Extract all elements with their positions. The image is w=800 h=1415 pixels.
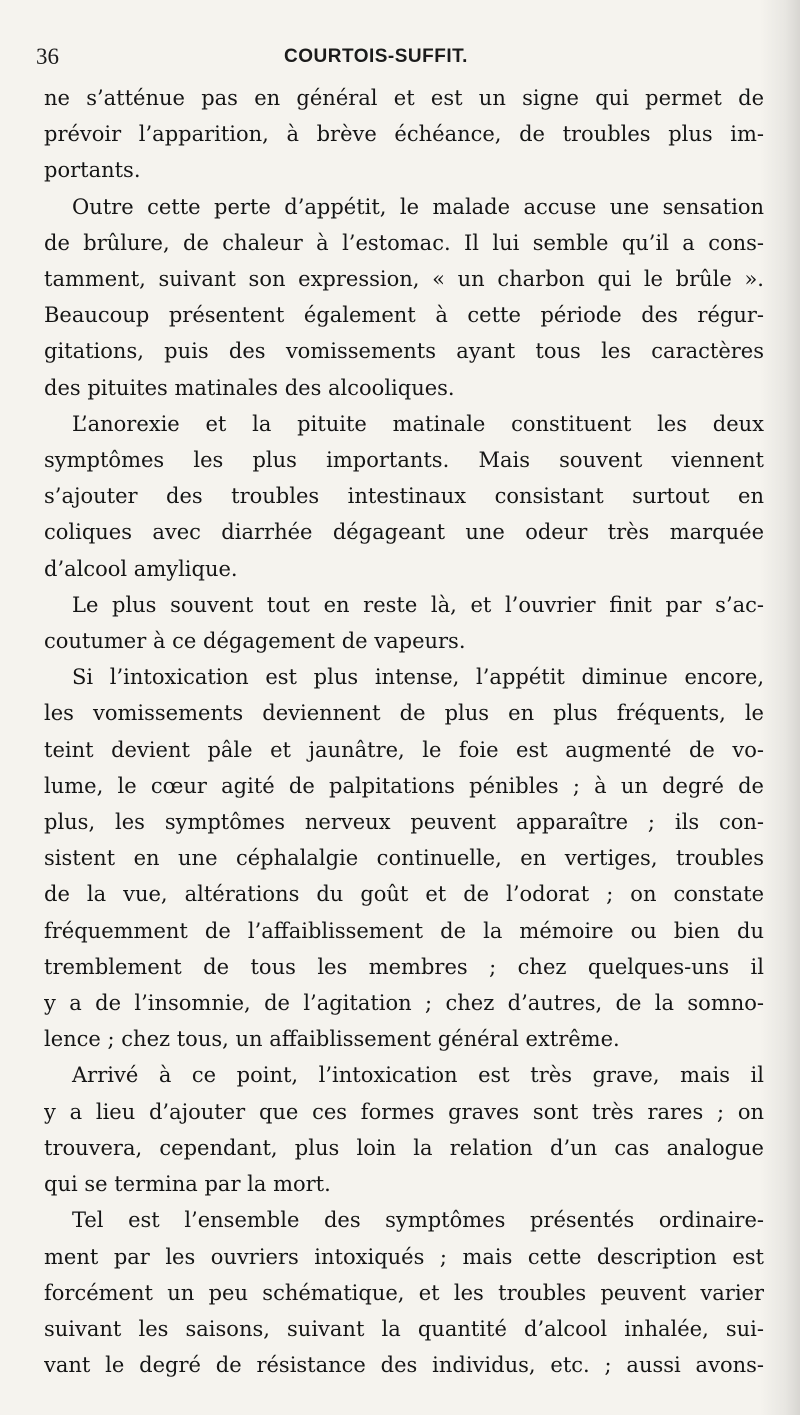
text-line: suivant les saisons, suivant la quantité d’alcool inhalée, sui-: [44, 1316, 764, 1341]
text-line: les vomissements deviennent de plus en plus fréquents, le: [44, 701, 764, 726]
running-head: COURTOIS-SUFFIT.: [284, 46, 468, 67]
text-line: trouvera, cependant, plus loin la relation d’un cas analogue: [44, 1135, 764, 1160]
text-line: Arrivé à ce point, l’intoxication est très grave, mais il: [72, 1063, 764, 1088]
text-line: de brûlure, de chaleur à l’estomac. Il lui semble qu’il a cons-: [44, 230, 764, 255]
text-line: gitations, puis des vomissements ayant tous les caractères: [44, 339, 764, 364]
text-line: y a de l’insomnie, de l’agitation ; chez d’autres, de la somno-: [44, 991, 764, 1016]
text-line: sistent en une céphalalgie continuelle, en vertiges, troubles: [44, 846, 764, 871]
text-line: lence ; chez tous, un affaiblissement général extrême.: [44, 1027, 620, 1052]
text-line: qui se termina par la mort.: [44, 1172, 331, 1197]
text-line: Le plus souvent tout en reste là, et l’ouvrier finit par s’ac-: [72, 592, 764, 617]
text-line: plus, les symptômes nerveux peuvent apparaître ; ils con-: [44, 810, 764, 835]
text-line: fréquemment de l’affaiblissement de la mémoire ou bien du: [44, 918, 764, 943]
text-line: y a lieu d’ajouter que ces formes graves sont très rares ; on: [44, 1099, 764, 1124]
text-line: s’ajouter des troubles intestinaux consistant surtout en: [44, 484, 764, 509]
text-line: tremblement de tous les membres ; chez quelques-uns il: [44, 954, 764, 979]
text-line: coutumer à ce dégagement de vapeurs.: [44, 629, 466, 654]
text-line: Tel est l’ensemble des symptômes présentés ordinaire-: [72, 1208, 764, 1233]
text-line: ne s’atténue pas en général et est un signe qui permet de: [44, 86, 764, 110]
text-line: portants.: [44, 158, 141, 183]
page-header: [36, 44, 766, 74]
text-line: tamment, suivant son expression, « un charbon qui le brûle ».: [44, 267, 764, 292]
text-line: lume, le cœur agité de palpitations pénibles ; à un degré de: [44, 773, 764, 798]
text-line: symptômes les plus importants. Mais souvent viennent: [44, 448, 764, 473]
text-line: ment par les ouvriers intoxiqués ; mais cette description est: [44, 1244, 764, 1269]
text-line: de la vue, altérations du goût et de l’odorat ; on constate: [44, 882, 764, 907]
text-line: Outre cette perte d’appétit, le malade accuse une sensation: [72, 194, 764, 219]
text-line: teint devient pâle et jaunâtre, le foie est augmenté de vo-: [44, 737, 764, 762]
text-line: L’anorexie et la pituite matinale constituent les deux: [72, 411, 764, 436]
body-text: [44, 80, 764, 1383]
text-line: prévoir l’apparition, à brève échéance, de troubles plus im-: [44, 122, 764, 147]
text-line: d’alcool amylique.: [44, 556, 238, 581]
text-line: des pituites matinales des alcooliques.: [44, 375, 455, 400]
text-line: Si l’intoxication est plus intense, l’appétit diminue encore,: [72, 665, 764, 690]
text-line: forcément un peu schématique, et les troubles peuvent varier: [44, 1280, 764, 1305]
text-line: Beaucoup présentent également à cette période des régur-: [44, 303, 764, 328]
text-line: vant le degré de résistance des individus, etc. ; aussi avons-: [44, 1353, 764, 1378]
text-line: coliques avec diarrhée dégageant une odeur très marquée: [44, 520, 764, 545]
page-number: 36: [36, 44, 59, 69]
